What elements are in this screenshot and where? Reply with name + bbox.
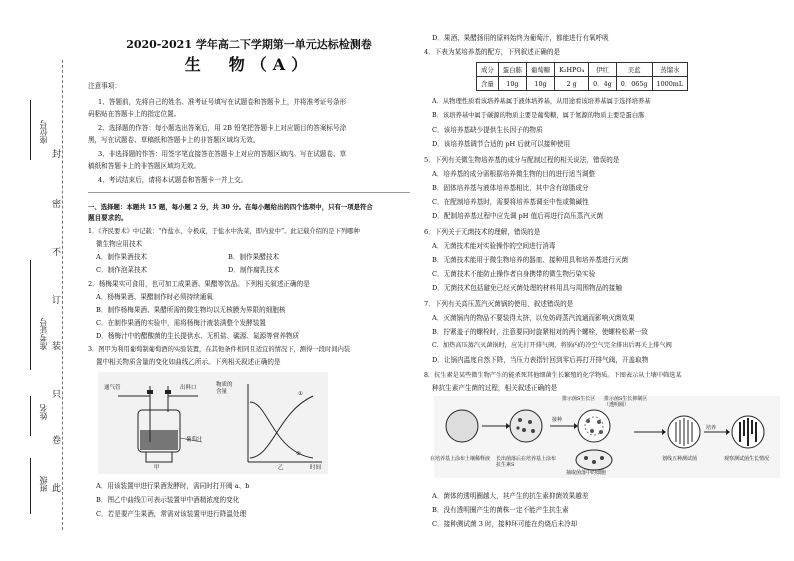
q5-option: B．固体培养基与液体培养基相比，其中含有琼脂成分 [432, 184, 589, 192]
table-cell: 10g [526, 77, 554, 91]
q8-figure [434, 396, 780, 478]
seal-word: 只 [52, 386, 61, 401]
table-header-cell: 葡萄糖 [526, 63, 554, 77]
note-line: 4、考试结束后，请将本试题卷和答题卡一并上交。 [98, 176, 248, 184]
q8-fig-label: 排示菌S生长抑制区（透明圈） [604, 396, 648, 408]
q1-option: B．制作果醋技术 [228, 253, 280, 261]
note-line: 码粘贴在答题卡上的指定位置。 [88, 110, 181, 118]
q8-fig-label: 在培养基上涂布土壤稀释液 [430, 456, 491, 462]
note-line: 1、答题前，先将自己的姓名、准考证号填写在试题卷和答题卡上，并将准考证号条形 [98, 98, 347, 106]
q1-stem-cont: 微生物应用技术 [96, 240, 143, 248]
q7-option: D．让锅内温度自然下降，当压力表指针回到零后再打开排气阀，开盖取物 [432, 356, 649, 364]
table-cell: 10g [498, 77, 526, 91]
table-cell: 0．4g [589, 77, 617, 91]
note-line: 黑，写在试题卷、草稿纸和答题卡上的非答题区域均无效。 [88, 136, 260, 144]
seat-number-line [30, 100, 32, 160]
seal-word: 密 [52, 196, 61, 211]
q4-option: B．该培养基中属于碳源的物质主要是葡萄糖，属于氮源的物质主要是蛋白胨 [432, 112, 645, 119]
q2-option: D．杨梅汁中的醋酸菌的生长提供水、无机盐、碳源、氮源等营养物质 [96, 332, 300, 340]
q8-option: A．菌体的透明圈越大，其产生的抗生素抑菌效果越差 [432, 492, 589, 500]
q3-fig-label: 乙 [278, 465, 284, 471]
exam-title: 2020-2021 学年高二下学期第一单元达标检测卷 [126, 38, 372, 51]
table-header-cell: 蒸馏水 [652, 63, 688, 77]
q4-option: A．从物理性质看该培养基属于液体培养基，从用途看该培养基属于选择培养基 [432, 98, 651, 105]
name-line [30, 396, 32, 436]
table-header-cell: 美蓝 [616, 63, 652, 77]
q8-fig-label: 排示菌S生长区 [562, 396, 596, 402]
q5-option: D．配制培养基过程中应先调 pH 值后再进行高压蒸汽灭菌 [432, 212, 604, 220]
q1-option: D．制作腐乳技术 [228, 266, 280, 274]
q8-fig-label: 长出菌落后在培养基上涂布抗生素S [496, 456, 557, 468]
table-cell: 0．065g [616, 77, 652, 91]
q3-fig-label: ② [296, 451, 301, 457]
table-header-cell: K₂HPO₄ [555, 63, 589, 77]
section-heading: 一、选择题：本题共 15 题，每小题 2 分，共 30 分。在每小题给出的四个选项中，只有一项是符合 [88, 203, 373, 211]
table-header-cell: 成分 [477, 63, 499, 77]
q8-fig-label: 划线五种测试菌 [662, 456, 698, 462]
q1-option: A．制作果酒技术 [96, 253, 147, 261]
class-line [30, 458, 32, 514]
q8-fig-label: 抽取菌落中的细胞 [566, 470, 607, 476]
table-header-cell: 伊红 [589, 63, 617, 77]
notes-heading: 注意事项： [88, 82, 121, 90]
seat-number-label: 座位号 [39, 120, 48, 144]
q8-fig-label: 观察测试菌生长情况 [724, 456, 770, 462]
seal-word: 装 [52, 338, 61, 353]
q7-option: B．拧紧盖子的螺栓时，注意要同时旋紧相对的两个螺栓，使螺栓松紧一致 [432, 328, 648, 336]
q3-fig-label: 时间 [310, 465, 322, 471]
table-cell: 2 g [555, 77, 589, 91]
q3-fig-label: ① [298, 391, 303, 397]
q2-option: B．制作杨梅果酒、果醋所需的微生物均以无核膜为界限的细胞核 [96, 306, 286, 314]
note-line: 3、非选择题的作答：用签字笔直接答在答题卡上对应的答题区域内。写在试题卷、草 [98, 150, 347, 158]
exam-subject: 生 物（A） [184, 55, 314, 74]
seal-word: 不 [52, 244, 61, 259]
q5-stem: 5．下列有关微生物培养基的成分与配制过程的相关说法，错误的是 [424, 156, 620, 164]
q8-fig-label: 接种 [552, 417, 563, 423]
name-label: 姓名 [39, 404, 48, 420]
seal-word: 封 [52, 146, 61, 161]
q4-table [476, 62, 688, 91]
table-cell: 1000mL [652, 77, 688, 91]
q8-fig-label: 培养 [706, 425, 717, 431]
q3-fig-label: 通气管 [104, 385, 121, 391]
divider [88, 192, 410, 193]
note-line: 稿纸和答题卡上的非答题区域均无效。 [88, 162, 201, 170]
table-cell: 含量 [477, 77, 499, 91]
q3-stem-cont: 置中相关物质含量的变化如曲线乙所示。下列相关叙述正确的是 [96, 358, 281, 366]
q8-stem-cont: 种抗生素产生菌的过程，相关叙述正确的是 [432, 384, 558, 392]
q7-option: C．加热高压蒸汽灭菌锅时，应先打开排气阀，将锅内的冷空气完全排出后再关上排气阀 [432, 342, 672, 349]
exam-id-label: 准考证号 [39, 318, 48, 350]
q4-option: D．该培养基调节合适的 pH 后就可以接种使用 [432, 140, 571, 148]
q3-stem: 3．图甲为利用葡萄制葡萄酒的实验装置，在其他条件相同且适宜的情况下，测得一段时间内装 [88, 346, 351, 353]
section-heading-cont: 题目要求的。 [88, 214, 128, 222]
q7-stem: 7．下列有关高压蒸汽灭菌锅的使用，叙述错误的是 [424, 300, 574, 308]
q5-option: C．在配制培养基时，需要将培养基调至中性或微碱性 [432, 198, 589, 206]
q3-option: C．若是要产生果酒，常需对该装置甲进行降温处理 [96, 510, 247, 518]
q8-option: B．没有透明圈产生的菌株一定不能产生抗生素 [432, 506, 569, 514]
q8-stem: 8．抗生素是某些微生物产生的能杀死其他细菌生长繁殖的化学物质。下图表示从土壤中筛选某 [424, 372, 682, 379]
q3-fig-label: 葡萄汁 [186, 437, 203, 443]
q3-figure [98, 372, 328, 474]
seal-word: 此 [52, 480, 61, 495]
q6-option: B．无菌技术能用于微生物培养的器皿、接种用具和培养基进行灭菌 [432, 256, 629, 264]
q3-fig-label: 出料口 [180, 385, 197, 391]
note-line: 2、选择题的作答：每小题选出答案后，用 2B 铅笔把答题卡上对应题目的答案标号涂 [98, 124, 347, 132]
q3-option: D．果酒、果醋扬用的原料始终为葡萄汁，都能进行有氧呼吸 [432, 34, 609, 42]
q3-fig-label: 甲 [154, 465, 160, 471]
class-label: 班级 [39, 476, 48, 492]
q4-option: C．该培养基缺少提供生长因子的物质 [432, 126, 543, 134]
q3-option: A．用该装置甲进行果酒发酵时，需同时打开阀 a、b [96, 482, 250, 490]
q3-option: B．图乙中曲线①可表示装置甲中酒精浓度的变化 [96, 496, 240, 504]
q2-option: A．杨梅果酒、果醋制作时必须持续通氧 [96, 293, 213, 301]
q5-option: A．培养基的成分需根据培养微生物的目的进行适当调整 [432, 170, 596, 178]
q8-option: C．接种测试菌 3 时，接种环可能在灼烧后未冷却 [432, 520, 578, 528]
seal-word: 订 [52, 292, 61, 307]
q6-option: A．无菌技术能对实验操作的空间进行消毒 [432, 242, 556, 250]
q6-option: C．无菌技术不能防止操作者自身携带的微生物污染实验 [432, 270, 596, 278]
q6-stem: 6．下列关于无菌技术的理解，错误的是 [424, 228, 541, 236]
q1-option: C．制作泡菜技术 [96, 266, 148, 274]
q2-option: C．在制作果酒的实验中，需将杨梅汁液装满整个发酵装置 [96, 319, 266, 327]
q4-stem: 4．下表为某培养基的配方，下列叙述正确的是 [424, 48, 561, 56]
q1-stem: 1．《齐民要术》中记载：“作盐水，令极咸，于盐水中洗菜，即内瓮中”。此记载介绍的是下列哪种 [88, 228, 360, 235]
q3-fig-label: 物质的含量 [216, 382, 233, 395]
q2-stem: 2．杨梅果实可食用，也可加工成果酒、果醋等饮品。下列相关叙述正确的是 [88, 280, 310, 288]
seal-word: 卷 [52, 432, 61, 447]
exam-id-line [30, 260, 32, 370]
q6-option: D．无菌技术包括避免已经灭菌处理的材料用具与周围物品的接触 [432, 284, 622, 292]
q7-option: A．灭菌锅内的物品不要装得太挤，以免妨碍蒸汽流通而影响灭菌效果 [432, 314, 635, 322]
binding-line [62, 60, 63, 530]
table-header-cell: 蛋白胨 [498, 63, 526, 77]
